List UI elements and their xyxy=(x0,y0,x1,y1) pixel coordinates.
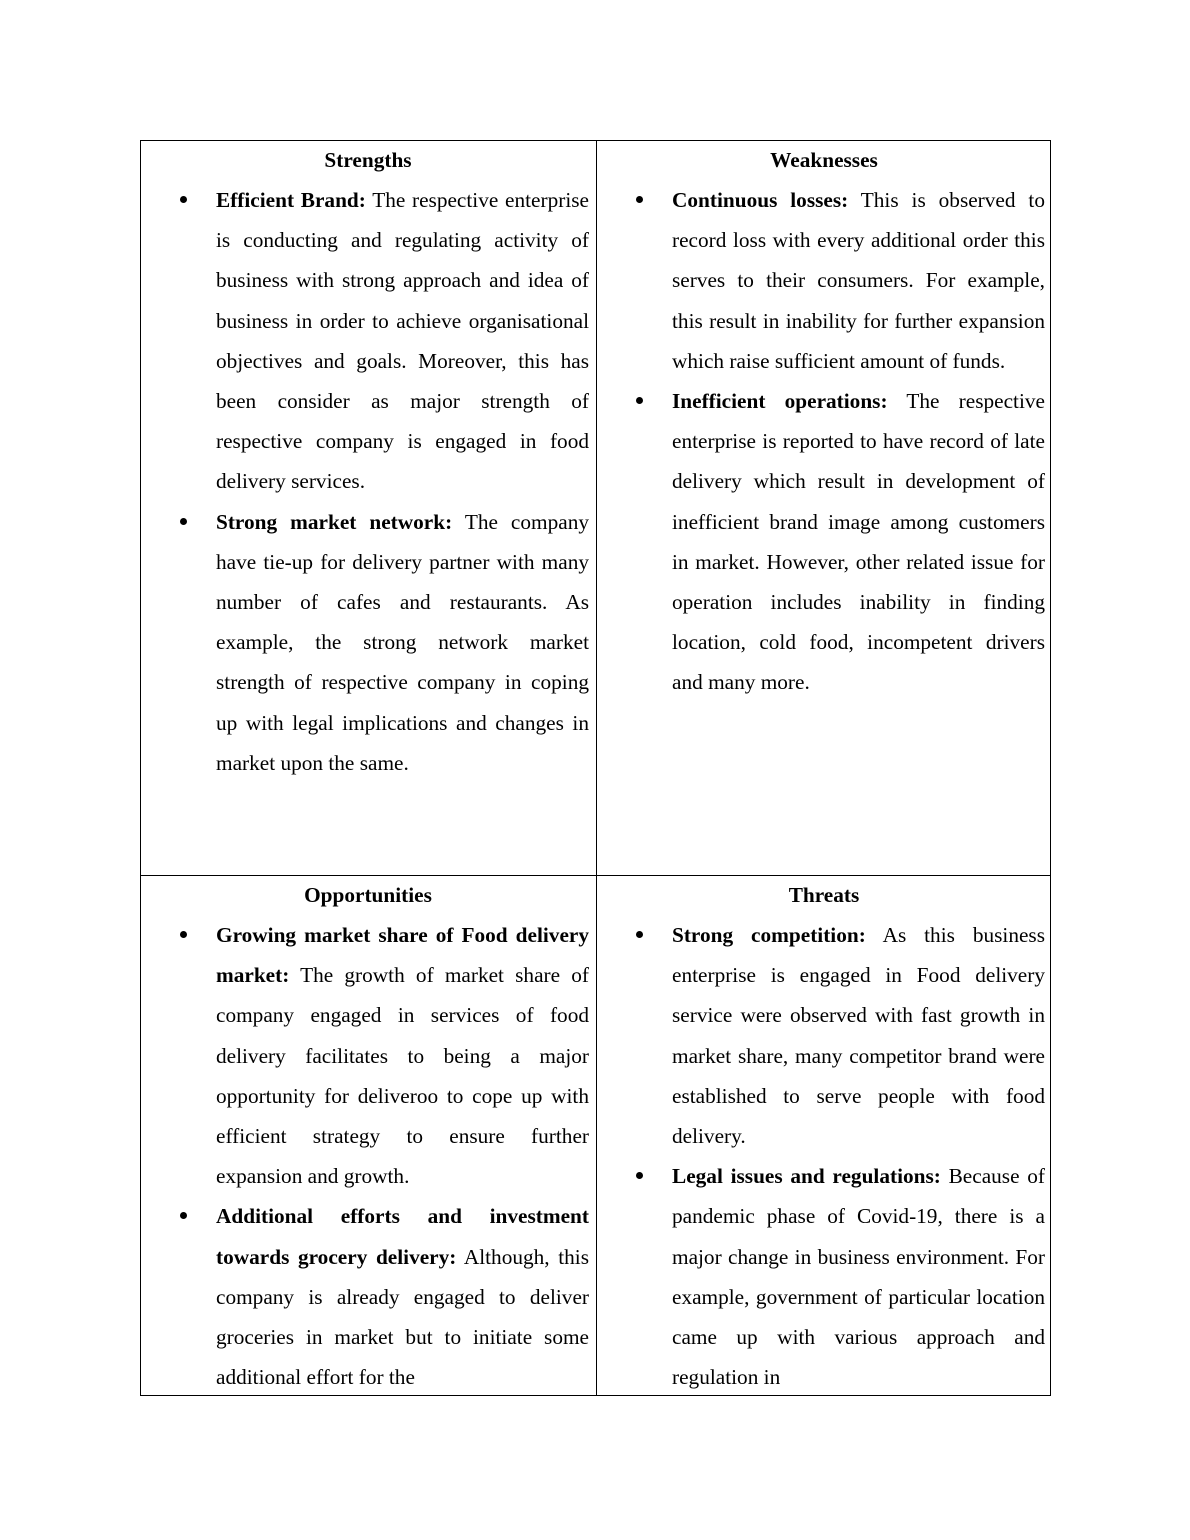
item-title: Strong competition: xyxy=(672,923,866,947)
item-title: Strong market network: xyxy=(216,509,453,534)
weaknesses-cell xyxy=(597,141,1051,875)
item-title: Efficient Brand: xyxy=(216,188,366,212)
item-text: As this business enterprise is engaged in Food delivery service were observed with fast growth in market share, many competitor brand were established to serve people with food delivery. xyxy=(672,923,1046,1149)
list-item xyxy=(672,1156,1045,1396)
item-text: Because of pandemic phase of Covid-19, there is a major change in business environment. For example, government of particular location came up with various approach and regulation in xyxy=(672,1164,1045,1390)
weaknesses-list xyxy=(597,180,1051,703)
bullet-icon xyxy=(180,518,187,525)
threats-heading: Threats xyxy=(788,883,860,907)
item-text: The respective enterprise is conducting and regulating activity of business with strong approach and idea of business in order to achieve organisational objectives and goals. Moreover, this has been consider as major strength of respective company is engaged in food delivery services. xyxy=(216,188,589,494)
strengths-heading: Strengths xyxy=(324,148,412,172)
item-text: The respective enterprise is reported to have record of late delivery which result in development of inefficient brand image among customers in market. However, other related issue for operation includes inability in finding location, cold food, incompetent drivers and many more. xyxy=(672,389,1045,695)
bullet-icon xyxy=(636,931,643,938)
opportunities-list xyxy=(141,915,595,1396)
bullet-icon xyxy=(180,1212,187,1219)
strengths-cell xyxy=(141,141,595,875)
item-text: The growth of market share of company engaged in services of food delivery facilitates to being a major opportunity for deliveroo to cope up with efficient strategy to ensure further expansion and growth. xyxy=(216,963,589,1189)
bullet-icon xyxy=(636,196,643,203)
item-title: Continuous losses: xyxy=(672,188,849,212)
item-text: Although, this company is already engaged to deliver groceries in market but to initiate some additional effort for the xyxy=(216,1244,590,1390)
item-text: The company have tie-up for delivery partner with many number of cafes and restaurants. As example, the strong network market strength of respective company in coping up with legal implications and changes in market upon the same. xyxy=(216,509,589,775)
threats-cell xyxy=(597,876,1051,1396)
item-text: This is observed to record loss with every additional order this serves to their consumers. For example, this result in inability for further expansion which raise sufficient amount of funds. xyxy=(672,188,1045,373)
item-title: Additional efforts and investment towards grocery delivery: xyxy=(216,1204,589,1269)
item-title: Legal issues and regulations: xyxy=(672,1164,941,1189)
list-item xyxy=(216,180,589,502)
list-item xyxy=(216,1196,589,1396)
list-item xyxy=(672,180,1045,381)
item-title: Growing market share of Food delivery market: xyxy=(216,923,589,988)
bullet-icon xyxy=(180,196,187,203)
bullet-icon xyxy=(180,931,187,938)
threats-list xyxy=(597,915,1051,1396)
strengths-list xyxy=(141,180,595,783)
bullet-icon xyxy=(636,397,643,404)
list-item xyxy=(672,915,1045,1156)
bullet-icon xyxy=(636,1172,643,1179)
list-item xyxy=(216,915,589,1196)
list-item xyxy=(216,502,589,783)
opportunities-heading: Opportunities xyxy=(304,883,432,907)
item-title: Inefficient operations: xyxy=(672,389,888,414)
list-item xyxy=(672,381,1045,703)
opportunities-cell xyxy=(141,876,595,1396)
swot-table xyxy=(140,140,1051,1396)
weaknesses-heading: Weaknesses xyxy=(770,148,878,172)
